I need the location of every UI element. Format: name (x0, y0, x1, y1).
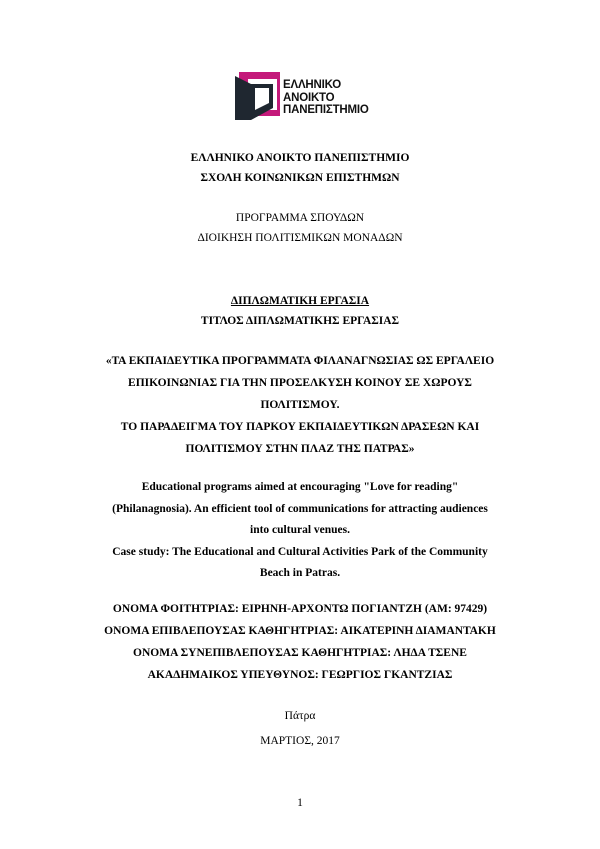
city-date-block (40, 706, 560, 726)
greek-title-line: ΕΠΙΚΟΙΝΩΝΙΑΣ ΓΙΑ ΤΗΝ ΠΡΟΣΕΛΚΥΣΗ ΚΟΙΝΟΥ ΣΕ ΧΩΡΟΥΣ (128, 377, 472, 389)
institution-block (40, 148, 560, 188)
page-number: 1 (297, 797, 303, 809)
supervisor-name: ΟΝΟΜΑ ΕΠΙΒΛΕΠΟΥΣΑΣ ΚΑΘΗΓΗΤΡΙΑΣ: ΑΙΚΑΤΕΡΙΝΗ ΔΙΑΜΑΝΤΑΚΗ (104, 625, 496, 637)
program-name: ΔΙΟΙΚΗΣΗ ΠΟΛΙΤΙΣΜΙΚΩΝ ΜΟΝΑΔΩΝ (197, 232, 403, 244)
people-block (40, 598, 560, 686)
university-logo-icon (233, 70, 281, 122)
greek-title-line: ΠΟΛΙΤΙΣΜΟΥ. (260, 399, 340, 411)
school-name: ΣΧΟΛΗ ΚΟΙΝΩΝΙΚΩΝ ΕΠΙΣΤΗΜΩΝ (200, 172, 400, 184)
academic-responsible-name: ΑΚΑΔΗΜΑΙΚΟΣ ΥΠΕΥΘΥΝΟΣ: ΓΕΩΡΓΙΟΣ ΓΚΑΝΤΖΙΑΣ (147, 669, 453, 681)
greek-title-line: ΠΟΛΙΤΙΣΜΟΥ ΣΤΗΝ ΠΛΑΖ ΤΗΣ ΠΑΤΡΑΣ» (185, 443, 415, 455)
logo-line: ΑΝΟΙΚΤΟ (283, 91, 335, 104)
english-title-line: Educational programs aimed at encouraging "Love for reading" (141, 481, 459, 493)
english-title-line: Beach in Patras. (259, 567, 341, 579)
greek-title-block (40, 350, 560, 460)
university-name: ΕΛΛΗΝΙΚΟ ΑΝΟΙΚΤΟ ΠΑΝΕΠΙΣΤΗΜΙΟ (190, 152, 410, 164)
logo-line: ΠΑΝΕΠΙΣΤΗΜΙΟ (283, 104, 369, 116)
english-title-line: (Philanagnosia). An efficient tool of communications for attracting audiences (112, 502, 488, 515)
date-block (40, 731, 560, 751)
program-block (40, 208, 560, 248)
program-label: ΠΡΟΓΡΑΜΜΑ ΣΠΟΥΔΩΝ (235, 212, 365, 224)
greek-title-line: ΤΟ ΠΑΡΑΔΕΙΓΜΑ ΤΟΥ ΠΑΡΚΟΥ ΕΚΠΑΙΔΕΥΤΙΚΩΝ ΔΡΑΣΕΩΝ ΚΑΙ (120, 421, 480, 433)
city: Πάτρα (284, 710, 316, 722)
greek-title-line: «ΤΑ ΕΚΠΑΙΔΕΥΤΙΚΑ ΠΡΟΓΡΑΜΜΑΤΑ ΦΙΛΑΝΑΓΝΩΣΙΑΣ ΩΣ ΕΡΓΑΛΕΙΟ (105, 355, 495, 367)
logo-line: ΕΛΛΗΝΙΚΟ (283, 79, 341, 91)
university-logo-text (283, 79, 369, 117)
student-name: ΟΝΟΜΑ ΦΟΙΤΗΤΡΙΑΣ: ΕΙΡΗΝΗ-ΑΡΧΟΝΤΩ ΠΟΓΙΑΝΤΖΗ (ΑΜ: 97429) (112, 603, 488, 615)
english-title-block (40, 477, 560, 585)
thesis-heading: ΔΙΠΛΩΜΑΤΙΚΗ ΕΡΓΑΣΙΑ (230, 295, 370, 307)
co-supervisor-name: ΟΝΟΜΑ ΣΥΝΕΠΙΒΛΕΠΟΥΣΑΣ ΚΑΘΗΓΗΤΡΙΑΣ: ΛΗΔΑ ΤΣΕΝΕ (133, 647, 467, 659)
thesis-subheading: ΤΙΤΛΟΣ ΔΙΠΛΩΜΑΤΙΚΗΣ ΕΡΓΑΣΙΑΣ (200, 315, 400, 327)
date: ΜΑΡΤΙΟΣ, 2017 (260, 735, 340, 747)
thesis-heading-block (40, 291, 560, 331)
english-title-line: Case study: The Educational and Cultural Activities Park of the Community (112, 545, 488, 558)
english-title-line: into cultural venues. (250, 524, 350, 536)
university-logo (233, 70, 373, 126)
